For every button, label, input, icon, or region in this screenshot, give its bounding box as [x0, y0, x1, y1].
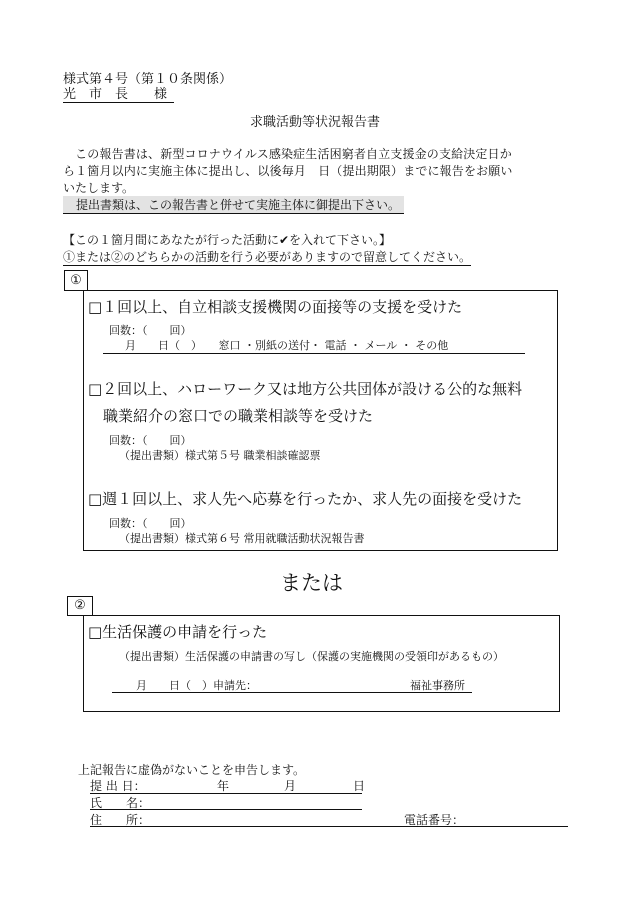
name-underline[interactable] — [90, 809, 362, 810]
section1-item2-line2: 職業紹介の窓口での職業相談等を受けた — [103, 407, 374, 425]
name-label: 氏 名： — [90, 796, 151, 810]
address-label: 住 所： — [90, 813, 151, 827]
submission-note: 提出書類は、この報告書と併せて実施主体に御提出下さい。 — [63, 196, 404, 214]
instruction-line-2: ①または②のどちらかの活動を行う必要がありますので留意してください。 — [63, 250, 472, 264]
section1-item2-count: 回数：（ 回） — [109, 434, 192, 447]
section1-item2-checkbox[interactable]: □２回以上、ハローワーク又は地方公共団体が設ける公的な無料 — [88, 380, 523, 398]
section2-office: 福祉事務所 — [410, 679, 465, 692]
section1-item1-detail: 月 日（ ） 窓口 ・別紙の送付・ 電話 ・ メール ・ その他 — [103, 337, 525, 354]
intro-line-1: この報告書は、新型コロナウイルス感染症生活困窮者自立支援金の支給決定日か — [75, 147, 512, 161]
section1-marker-box — [64, 270, 88, 291]
instruction-line-1: 【この１箇月間にあなたが行った活動に✔を入れて下さい。】 — [63, 233, 392, 247]
phone-label: 電話番号： — [404, 813, 465, 827]
addressee: 光 市 長 様 — [63, 83, 174, 103]
intro-line-2: ら１箇月以内に実施主体に提出し、以後毎月 日（提出期限）までに報告をお願い — [63, 164, 513, 178]
section2-marker: ② — [74, 598, 86, 613]
section1-item1-checkbox[interactable]: □１回以上、自立相談支援機関の面接等の支援を受けた — [88, 298, 463, 316]
section1-item2-docs: （提出書類）様式第５号 職業相談確認票 — [119, 449, 321, 462]
section2-marker-box — [67, 596, 93, 616]
section2-underline — [112, 692, 472, 693]
section2-docs: （提出書類）生活保護の申請書の写し（保護の実施機関の受領印があるもの） — [119, 650, 504, 663]
document-title: 求職活動等状況報告書 — [250, 115, 381, 130]
declaration-statement: 上記報告に虚偽がないことを申告します。 — [78, 763, 306, 777]
section2-checkbox[interactable]: □生活保護の申請を行った — [88, 623, 268, 641]
or-label: または — [280, 571, 343, 595]
section2-date-applicant: 月 日（ ）申請先： — [136, 679, 257, 692]
intro-line-3: いたします。 — [63, 181, 135, 195]
form-number: 様式第４号（第１０条関係） — [63, 72, 233, 87]
date-year: 年 — [217, 779, 230, 793]
section1-item1-count: 回数：（ 回） — [109, 324, 192, 337]
date-day: 日 — [353, 779, 366, 793]
date-month: 月 — [284, 779, 297, 793]
address-phone-underline[interactable] — [90, 826, 568, 827]
section1-item3-checkbox[interactable]: □週１回以上、求人先へ応募を行ったか、求人先の面接を受けた — [88, 490, 523, 508]
section1-item3-count: 回数：（ 回） — [109, 517, 192, 530]
section1-item3-docs: （提出書類）様式第６号 常用就職活動状況報告書 — [119, 532, 365, 545]
date-label: 提 出 日： — [90, 779, 146, 793]
section1-marker: ① — [70, 273, 82, 288]
